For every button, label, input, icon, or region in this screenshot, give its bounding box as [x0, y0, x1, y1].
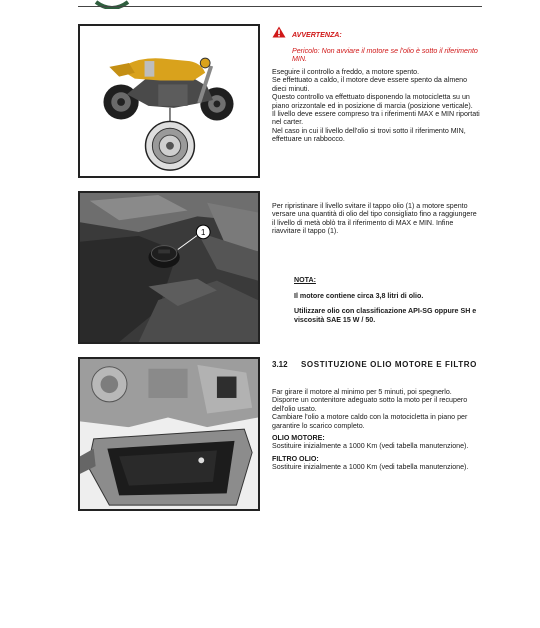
nota-line: Utilizzare olio con classificazione API-SG oppure SH e viscosità SAE 15 W / 50. [294, 307, 477, 324]
olio-motore-text: Sostituire inizialmente a 1000 Km (vedi tabella manutenzione). [272, 442, 469, 451]
section-paragraph: Cambiare l'olio a motore caldo con la motocicletta in piano per garantire lo scarico completo. [272, 413, 468, 430]
header-rule [78, 6, 482, 7]
header-logo [92, 0, 132, 9]
warning-title: AVVERTENZA: [292, 31, 342, 40]
nota-line: Il motore contiene circa 3,8 litri di olio. [294, 291, 424, 300]
check-paragraph: Se effettuato a caldo, il motore deve essere spento da almeno dieci minuti. [272, 76, 468, 93]
check-paragraph: Questo controllo va effettuato disponendo la motocicletta su un piano orizzontale ed in posizione di marcia (posizione verticale). [272, 93, 473, 110]
refill-instructions [272, 202, 480, 236]
section-paragraph: Disporre un contenitore adeguato sotto la moto per il recupero dell'olio usato. [272, 396, 468, 413]
filtro-olio-label: FILTRO OLIO: [272, 454, 319, 463]
warning-text: Pericolo: Non avviare il motore se l'olio è sotto il riferimento MIN. [292, 46, 478, 63]
check-paragraph: Il livello deve essere compreso tra i riferimenti MAX e MIN riportati nel carter. [272, 110, 480, 127]
olio-motore-label: OLIO MOTORE: [272, 434, 325, 443]
section-paragraph: Far girare il motore al minimo per 5 minuti, poi spegnerlo. [272, 388, 452, 396]
check-paragraph: Nel caso in cui il livello dell'olio si trovi sotto il riferimento MIN, effettuare un rabbocco. [272, 126, 466, 144]
check-paragraph: Eseguire il controllo a freddo, a motore spento. [272, 68, 420, 76]
oil-change-instructions [272, 388, 480, 472]
warning-triangle-icon [272, 25, 286, 37]
oil-filler-cap-photo [78, 191, 260, 344]
nota-block [294, 269, 480, 331]
motorcycle-oil-window-photo [78, 24, 260, 178]
refill-text: Per ripristinare il livello svitare il tappo olio (1) a motore spento versare una quantità di olio del tipo consigliato fino a raggiungere il livello di metà oblò tra il riferimento di MAX e MIN. Infine riavvitare il tappo (1). [272, 202, 477, 236]
nota-title: NOTA: [294, 276, 316, 285]
oil-check-instructions [272, 68, 480, 144]
oil-drain-pan-photo [78, 357, 260, 511]
warning-block [292, 24, 482, 71]
filtro-olio-text: Sostituire inizialmente a 1000 Km (vedi tabella manutenzione). [272, 463, 469, 472]
section-title: SOSTITUZIONE OLIO MOTORE E FILTRO [301, 360, 477, 369]
callout-1-label: 1 [201, 227, 206, 237]
section-number: 3.12 [272, 360, 288, 369]
